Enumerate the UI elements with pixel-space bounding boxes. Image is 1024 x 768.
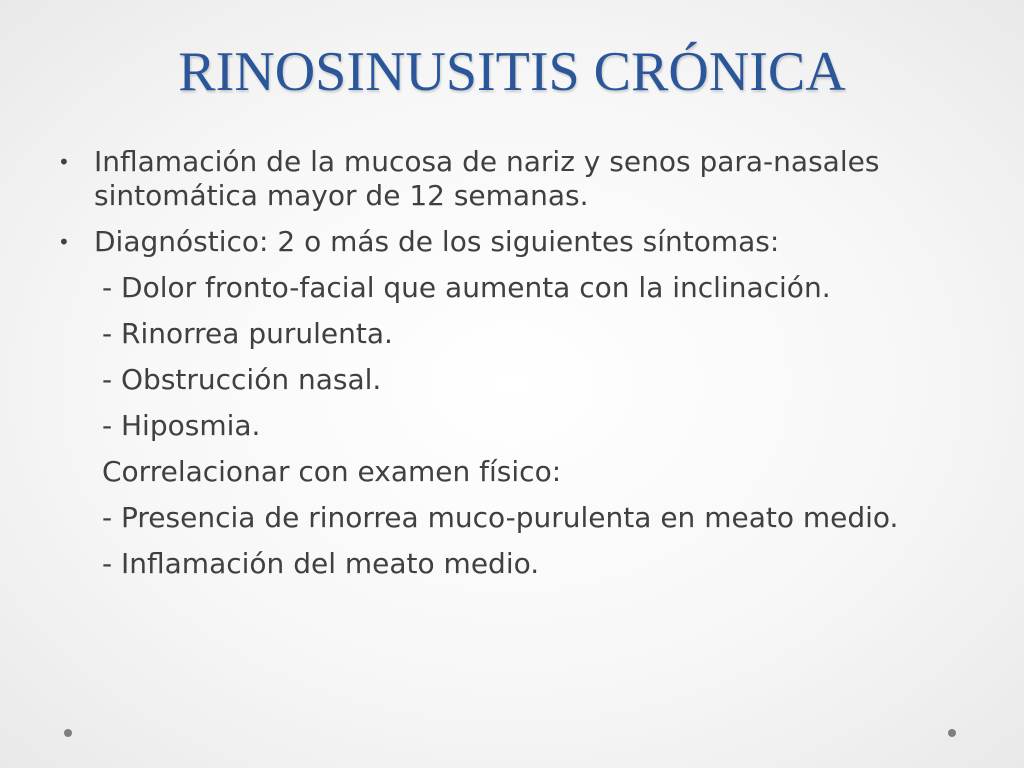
body-line: - Obstrucción nasal. xyxy=(102,363,382,396)
body-line: - Dolor fronto-facial que aumenta con la inclinación. xyxy=(102,271,831,304)
slide-title: RINOSINUSITIS CRÓNICA xyxy=(178,41,846,103)
bullet-item xyxy=(54,225,954,259)
body-line: Correlacionar con examen físico: xyxy=(102,455,562,488)
decorative-dot-icon xyxy=(64,729,72,737)
slide-body xyxy=(54,145,954,593)
bullet-dot-icon: • xyxy=(58,230,70,254)
bullet-text: Diagnóstico: 2 o más de los siguientes síntomas: xyxy=(94,225,780,258)
body-line: - Inflamación del meato medio. xyxy=(102,547,540,580)
bullet-item xyxy=(54,145,954,213)
decorative-dot-icon xyxy=(948,729,956,737)
body-line: - Presencia de rinorrea muco-purulenta en meato medio. xyxy=(102,501,899,534)
bullet-text: Inflamación de la mucosa de nariz y senos para-nasales sintomática mayor de 12 semanas. xyxy=(94,145,880,212)
bullet-dot-icon: • xyxy=(58,150,70,174)
body-line: - Rinorrea purulenta. xyxy=(102,317,393,350)
body-line: - Hiposmia. xyxy=(102,409,261,442)
